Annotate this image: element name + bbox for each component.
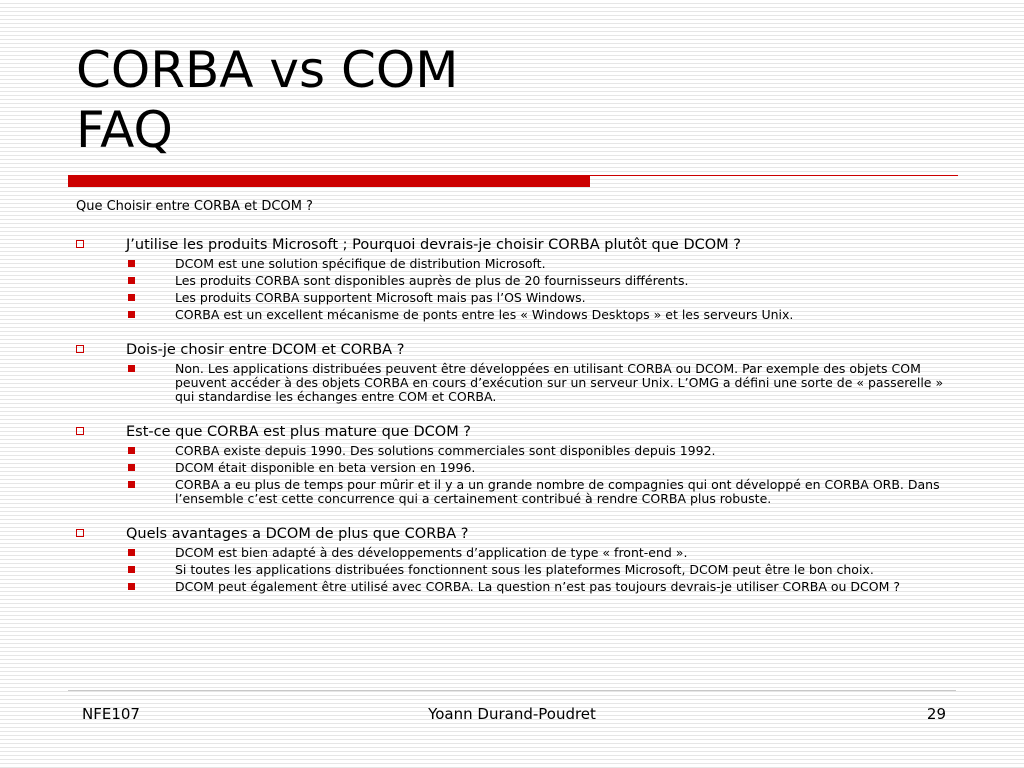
faq-question-text: Dois-je chosir entre DCOM et CORBA ?: [126, 342, 405, 358]
slide-title: [76, 40, 458, 160]
intro-text: Que Choisir entre CORBA et DCOM ?: [76, 199, 313, 214]
faq-answer-text: DCOM peut également être utilisé avec CORBA. La question n’est pas toujours devrais-je utiliser CORBA ou DCOM ?: [175, 579, 900, 594]
faq-answer-item: [76, 478, 956, 506]
faq-answer-list: [76, 257, 956, 322]
slide-title-line-1: CORBA vs COM: [76, 41, 459, 99]
faq-question: [76, 237, 956, 254]
faq-question: [76, 424, 956, 441]
faq-answer-text: DCOM est une solution spécifique de distribution Microsoft.: [175, 256, 546, 271]
faq-question: [76, 526, 956, 543]
faq-answer-text: Les produits CORBA supportent Microsoft mais pas l’OS Windows.: [175, 290, 586, 305]
hollow-square-bullet-icon: [76, 529, 84, 537]
hollow-square-bullet-icon: [76, 345, 84, 353]
faq-answer-list: [76, 546, 956, 594]
filled-square-bullet-icon: [128, 464, 135, 471]
filled-square-bullet-icon: [128, 277, 135, 284]
faq-answer-item: [76, 308, 956, 322]
faq-question-text: Quels avantages a DCOM de plus que CORBA ?: [126, 526, 469, 542]
hollow-square-bullet-icon: [76, 427, 84, 435]
faq-question: [76, 342, 956, 359]
faq-section-3: [76, 424, 956, 506]
filled-square-bullet-icon: [128, 447, 135, 454]
faq-answer-item: [76, 444, 956, 458]
faq-answer-list: [76, 362, 956, 404]
faq-answer-text: CORBA est un excellent mécanisme de ponts entre les « Windows Desktops » et les serveurs Unix.: [175, 307, 794, 322]
faq-answer-text: CORBA existe depuis 1990. Des solutions commerciales sont disponibles depuis 1992.: [175, 443, 716, 458]
faq-answer-text: Non. Les applications distribuées peuvent être développées en utilisant CORBA ou DCOM. Par exemple des objets COM peuvent accéder à des objets CORBA en cours d’exécution sur un serveur Unix. L’OMG a défini une sorte de « passerelle » qui standardise les échanges entre COM et CORBA.: [175, 361, 944, 404]
faq-answer-list: [76, 444, 956, 506]
faq-answer-item: [76, 362, 956, 404]
faq-answer-item: [76, 274, 956, 288]
filled-square-bullet-icon: [128, 294, 135, 301]
faq-answer-text: DCOM est bien adapté à des développements d’application de type « front-end ».: [175, 545, 688, 560]
faq-answer-item: [76, 580, 956, 594]
filled-square-bullet-icon: [128, 481, 135, 488]
footer-author: Yoann Durand-Poudret: [428, 705, 596, 723]
title-underline-thin: [590, 175, 958, 176]
faq-answer-item: [76, 546, 956, 560]
faq-answer-item: [76, 291, 956, 305]
faq-section-4: [76, 526, 956, 594]
filled-square-bullet-icon: [128, 549, 135, 556]
filled-square-bullet-icon: [128, 583, 135, 590]
footer-page-number: 29: [926, 705, 946, 723]
title-underline-thick: [68, 175, 590, 187]
faq-answer-text: DCOM était disponible en beta version en 1996.: [175, 460, 476, 475]
footer-course-code: NFE107: [82, 705, 140, 723]
faq-section-2: [76, 342, 956, 404]
filled-square-bullet-icon: [128, 260, 135, 267]
faq-question-text: Est-ce que CORBA est plus mature que DCOM ?: [126, 424, 472, 440]
faq-section-1: [76, 237, 956, 322]
slide-title-line-2: FAQ: [76, 101, 173, 159]
faq-answer-item: [76, 563, 956, 577]
filled-square-bullet-icon: [128, 365, 135, 372]
slide-content: [76, 199, 956, 614]
faq-answer-text: Les produits CORBA sont disponibles auprès de plus de 20 fournisseurs différents.: [175, 273, 689, 288]
filled-square-bullet-icon: [128, 566, 135, 573]
faq-answer-item: [76, 461, 956, 475]
footer-divider: [68, 690, 956, 691]
filled-square-bullet-icon: [128, 311, 135, 318]
faq-answer-text: Si toutes les applications distribuées fonctionnent sous les plateformes Microsoft, DCOM peut être le bon choix.: [175, 562, 874, 577]
hollow-square-bullet-icon: [76, 240, 84, 248]
faq-question-text: J’utilise les produits Microsoft ; Pourquoi devrais-je choisir CORBA plutôt que DCOM ?: [126, 237, 741, 253]
faq-answer-item: [76, 257, 956, 271]
faq-answer-text: CORBA a eu plus de temps pour mûrir et il y a un grande nombre de compagnies qui ont développé en CORBA ORB. Dans l’ensemble c’est cette concurrence qui a certainement contribué à rendre CORBA plus robuste.: [175, 477, 940, 506]
